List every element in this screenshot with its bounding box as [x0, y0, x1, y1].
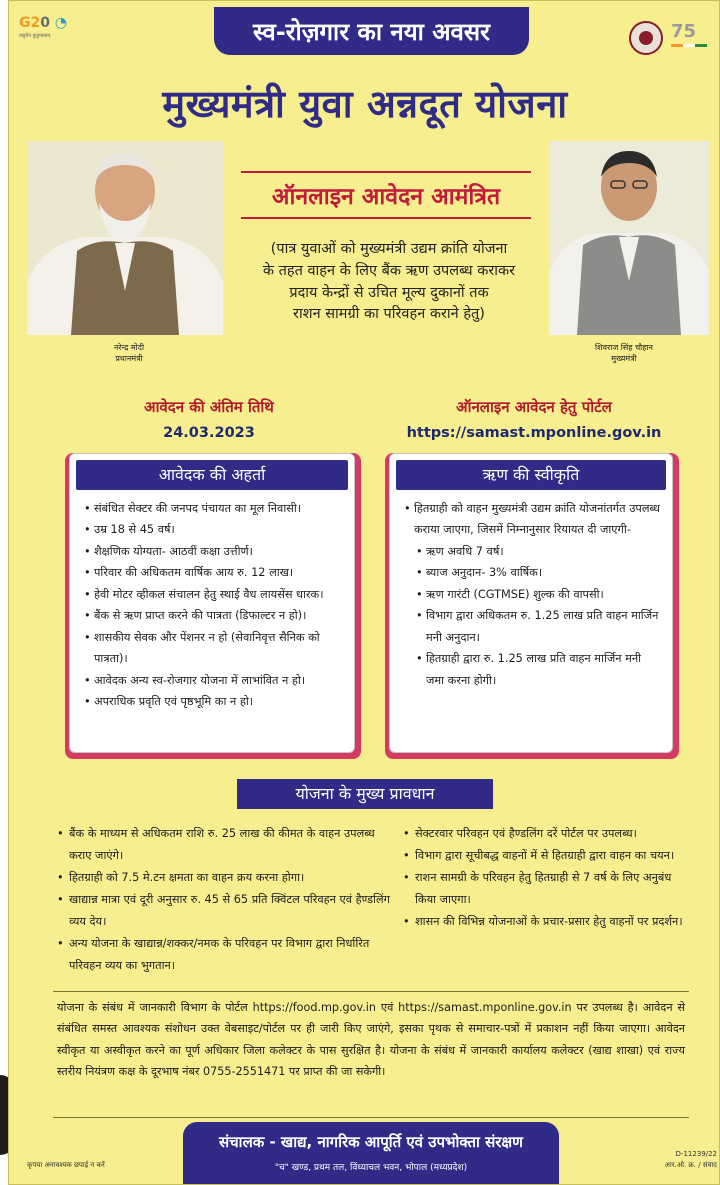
list-item: • हितग्राही द्वारा रु. 1.25 लाख प्रति वाहन मार्जिन मनी जमा करना होगी। — [404, 648, 660, 691]
directorate-banner — [183, 1122, 559, 1184]
directorate-name: संचालक - खाद्य, नागरिक आपूर्ति एवं उपभोक्ता संरक्षण — [219, 1133, 523, 1151]
list-item: • हितग्राही को वाहन मुख्यमंत्री उद्यम क्रांति योजनांतर्गत उपलब्ध कराया जाएगा, जिसमें निम्नानुसार रियायत दी जाएगी- — [404, 498, 660, 541]
cm-role: मुख्यमंत्री — [611, 354, 637, 363]
ref-note: आर.ओ. क्र. / संवाद — [664, 1160, 717, 1169]
loan-list — [390, 490, 672, 691]
cm-name: शिवराज सिंह चौहान — [595, 343, 653, 352]
list-item: • ब्याज अनुदान- 3% वार्षिक। — [404, 562, 660, 583]
deadline-value: 24.03.2023 — [163, 425, 255, 441]
online-application-banner — [241, 171, 531, 219]
list-item: • ऋण अवधि 7 वर्ष। — [404, 541, 660, 562]
pm-caption — [79, 342, 179, 364]
list-item: • अन्य योजना के खाद्यान्न/शक्कर/नमक के परिवहन पर विभाग द्वारा निर्धारित परिवहन व्यय का भुगतान। — [57, 933, 393, 977]
list-item: • हेवी मोटर व्हीकल संचालन हेतु स्थाई वैध लायसेंस धारक। — [84, 584, 342, 605]
cm-caption — [569, 342, 679, 364]
list-item: • विभाग द्वारा सूचीबद्ध वाहनों में से हितग्राही द्वारा वाहन का चयन। — [403, 845, 693, 867]
footer-left-note: कृपया अनावश्यक छपाई न करें — [27, 1161, 105, 1169]
g20-logo: G20 ◔ वसुधैव कुटुम्बकम् — [19, 15, 68, 39]
footer-reference — [637, 1149, 717, 1170]
ref-number: D-11239/22 — [675, 1150, 717, 1158]
intro-line: राशन सामग्री का परिवहन कराने हेतु) — [293, 306, 485, 323]
intro-line: के तहत वाहन के लिए बैंक ऋण उपलब्ध कराकर — [262, 262, 516, 279]
list-item: • शैक्षणिक योग्यता- आठवीं कक्षा उत्तीर्ण। — [84, 541, 342, 562]
scheme-intro — [229, 239, 549, 326]
provisions-left-list — [57, 823, 393, 977]
directorate-address: "च" खण्ड, प्रथम तल, विंध्याचल भवन, भोपाल (मध्यप्रदेश) — [274, 1163, 468, 1173]
intro-line: (पात्र युवाओं को मुख्यमंत्री उद्यम क्रांति योजना — [270, 241, 508, 257]
mp-government-seal-icon — [629, 21, 663, 55]
loan-heading: ऋण की स्वीकृति — [396, 460, 666, 490]
list-item: • परिवार की अधिकतम वार्षिक आय रु. 12 लाख। — [84, 562, 342, 583]
divider — [53, 1117, 689, 1118]
information-note: योजना के संबंध में जानकारी विभाग के पोर्टल https://food.mp.gov.in एवं https://samast.mponline.gov.in पर उपलब्ध है। आवेदन से संबंधित समस्त आवश्यक संशोधन उक्त वेबसाइट/पोर्टल पर ही जारी किए जाएंगे, इसका पृथक से समाचार-पत्रों में प्रकाशन नहीं किया जाएगा। आवेदन स्वीकृत या अस्वीकृत करने का पूर्ण अधिकार जिला कलेक्टर के पास सुरक्षित है। योजना के संबंध में जानकारी कार्यालय कलेक्टर (खाद्य शाखा) एवं राज्य स्तरीय नियंत्रण कक्ष के दूरभाष नंबर 0755-2551471 पर प्राप्त की जा सकेगी। — [57, 1001, 685, 1078]
portal-label: ऑनलाइन आवेदन हेतु पोर्टल — [456, 398, 612, 416]
list-item: • उम्र 18 से 45 वर्ष। — [84, 519, 342, 540]
list-item: • शासकीय सेवक और पेंशनर न हो (सेवानिवृत्त सैनिक को पात्रता)। — [84, 627, 342, 670]
list-item: • बैंक से ऋण प्राप्त करने की पात्रता (डिफाल्टर न हो)। — [84, 605, 342, 626]
pm-role: प्रधानमंत्री — [115, 354, 143, 363]
list-item: • सेक्टरवार परिवहन एवं हैण्डलिंग दरें पोर्टल पर उपलब्ध। — [403, 823, 693, 845]
azadi-ka-amrit-mahotsav-logo: 75 — [671, 21, 715, 55]
top-tab-banner: स्व-रोज़गार का नया अवसर — [214, 7, 529, 55]
list-item: • संबंधित सेक्टर की जनपद पंचायत का मूल निवासी। — [84, 498, 342, 519]
portal-link[interactable]: https://samast.mponline.gov.in — [406, 425, 662, 441]
divider — [53, 991, 689, 992]
banner-text: ऑनलाइन आवेदन आमंत्रित — [271, 184, 501, 210]
eligibility-heading: आवेदक की अहर्ता — [76, 460, 348, 490]
list-item: • विभाग द्वारा अधिकतम रु. 1.25 लाख प्रति वाहन मार्जिन मनी अनुदान। — [404, 605, 660, 648]
list-item: • आवेदक अन्य स्व-रोजगार योजना में लाभांवित न हो। — [84, 670, 342, 691]
deadline-label: आवेदन की अंतिम तिथि — [144, 398, 274, 416]
list-item: • अपराधिक प्रवृति एवं पृष्ठभूमि का न हो। — [84, 691, 342, 712]
list-item: • खाद्यान्न मात्रा एवं दूरी अनुसार रु. 45 से 65 प्रति क्विंटल परिवहन एवं हैण्डलिंग व्यय देय। — [57, 889, 393, 933]
cm-portrait — [549, 141, 709, 335]
provisions-heading: योजना के मुख्य प्रावधान — [237, 779, 493, 809]
eligibility-box — [65, 453, 361, 759]
intro-line: प्रदाय केन्द्रों से उचित मूल्य दुकानों तक — [289, 284, 489, 301]
advertisement-page — [8, 0, 720, 1185]
list-item: • शासन की विभिन्न योजनाओं के प्रचार-प्रसार हेतु वाहनों पर प्रदर्शन। — [403, 911, 693, 933]
list-item: • राशन सामग्री के परिवहन हेतु हितग्राही से 7 वर्ष के लिए अनुबंध किया जाएगा। — [403, 867, 693, 911]
list-item: • हितग्राही को 7.5 मे.टन क्षमता का वाहन क्रय करना होगा। — [57, 867, 393, 889]
list-item: • बैंक के माध्यम से अधिकतम राशि रु. 25 लाख की कीमत के वाहन उपलब्ध कराए जाएंगे। — [57, 823, 393, 867]
list-item: • ऋण गारंटी (CGTMSE) शुल्क की वापसी। — [404, 584, 660, 605]
provisions-right-list — [403, 823, 693, 933]
scheme-title: मुख्यमंत्री युवा अन्नदूत योजना — [162, 82, 568, 126]
loan-approval-box — [385, 453, 679, 759]
eligibility-list — [70, 490, 354, 713]
pm-portrait — [27, 141, 223, 335]
pm-name: नरेन्द्र मोदी — [113, 343, 145, 352]
